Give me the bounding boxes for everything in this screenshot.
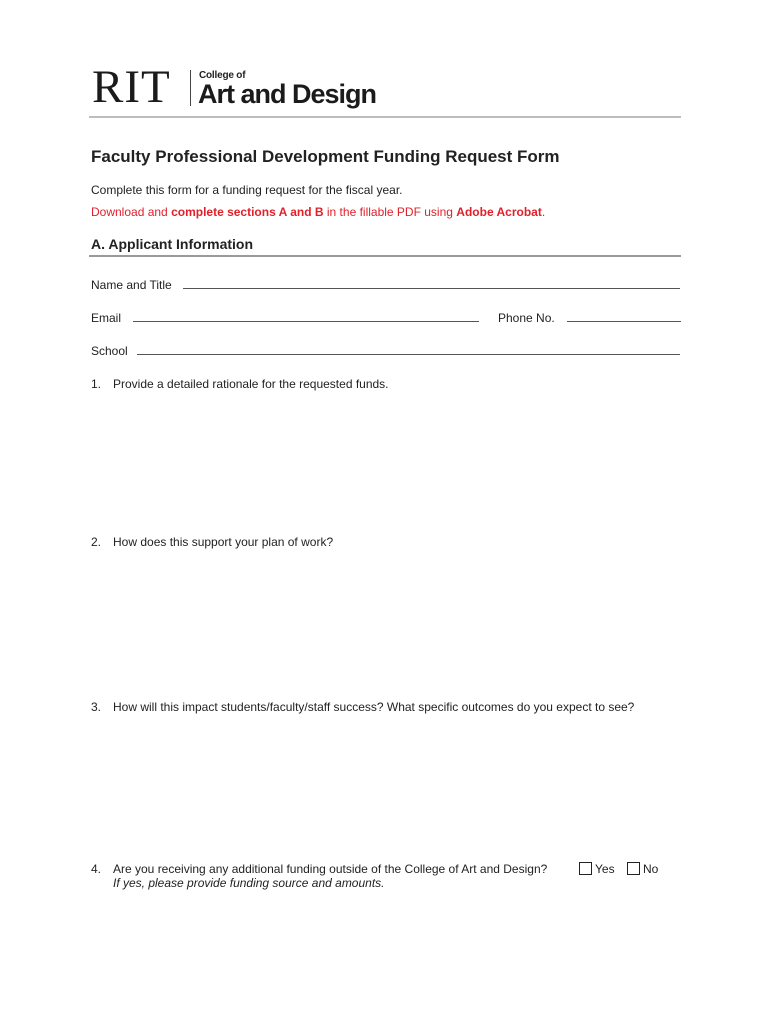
note-part4: Adobe Acrobat: [456, 205, 542, 219]
phone-label: Phone No.: [498, 311, 555, 325]
form-intro: Complete this form for a funding request for the fiscal year.: [91, 183, 403, 197]
answer-area-4[interactable]: [91, 895, 681, 1005]
answer-area-3[interactable]: [91, 721, 681, 851]
header-divider: [89, 116, 681, 118]
note-part3: in the fillable PDF using: [323, 205, 457, 219]
logo-divider: [190, 70, 191, 106]
email-label: Email: [91, 311, 122, 325]
logo-art-and-design-text: Art and Design: [198, 79, 377, 109]
question-text: Provide a detailed rationale for the requested funds.: [113, 377, 389, 391]
no-label: No: [643, 862, 659, 876]
email-field[interactable]: [133, 321, 479, 322]
form-title: Faculty Professional Development Funding Request Form: [91, 147, 560, 166]
question-1: [91, 377, 389, 391]
yes-label: Yes: [595, 862, 615, 876]
question-2: [91, 535, 333, 549]
answer-area-2[interactable]: [91, 556, 681, 686]
logo-college-text: College of: [199, 70, 246, 81]
school-field[interactable]: [137, 354, 680, 355]
question-number: 3.: [91, 700, 102, 714]
question-number: 4.: [91, 862, 102, 876]
question-text: Are you receiving any additional funding outside of the College of Art and Design?: [113, 862, 548, 876]
note-part5: .: [541, 205, 546, 219]
name-title-field[interactable]: [183, 288, 680, 289]
question-4: [91, 862, 547, 876]
answer-area-1[interactable]: [91, 398, 681, 523]
question-text: How does this support your plan of work?: [113, 535, 334, 549]
question-text: How will this impact students/faculty/staff success? What specific outcomes do you expect to see?: [113, 700, 635, 714]
question-number: 1.: [91, 377, 102, 391]
question-number: 2.: [91, 535, 102, 549]
section-a-divider: [89, 255, 681, 257]
no-checkbox[interactable]: [627, 862, 640, 875]
rit-logo: RIT: [92, 61, 171, 113]
note-part2: complete sections A and B: [171, 205, 324, 219]
question-4-subtext: If yes, please provide funding source and amounts.: [113, 876, 385, 890]
yes-checkbox[interactable]: [579, 862, 592, 875]
name-title-label: Name and Title: [91, 278, 172, 292]
section-a-title: A. Applicant Information: [91, 236, 254, 252]
note-part1: Download and: [91, 205, 172, 219]
question-3: [91, 700, 634, 714]
school-label: School: [91, 344, 128, 358]
phone-field[interactable]: [567, 321, 681, 322]
form-instructions-note: [91, 205, 545, 219]
